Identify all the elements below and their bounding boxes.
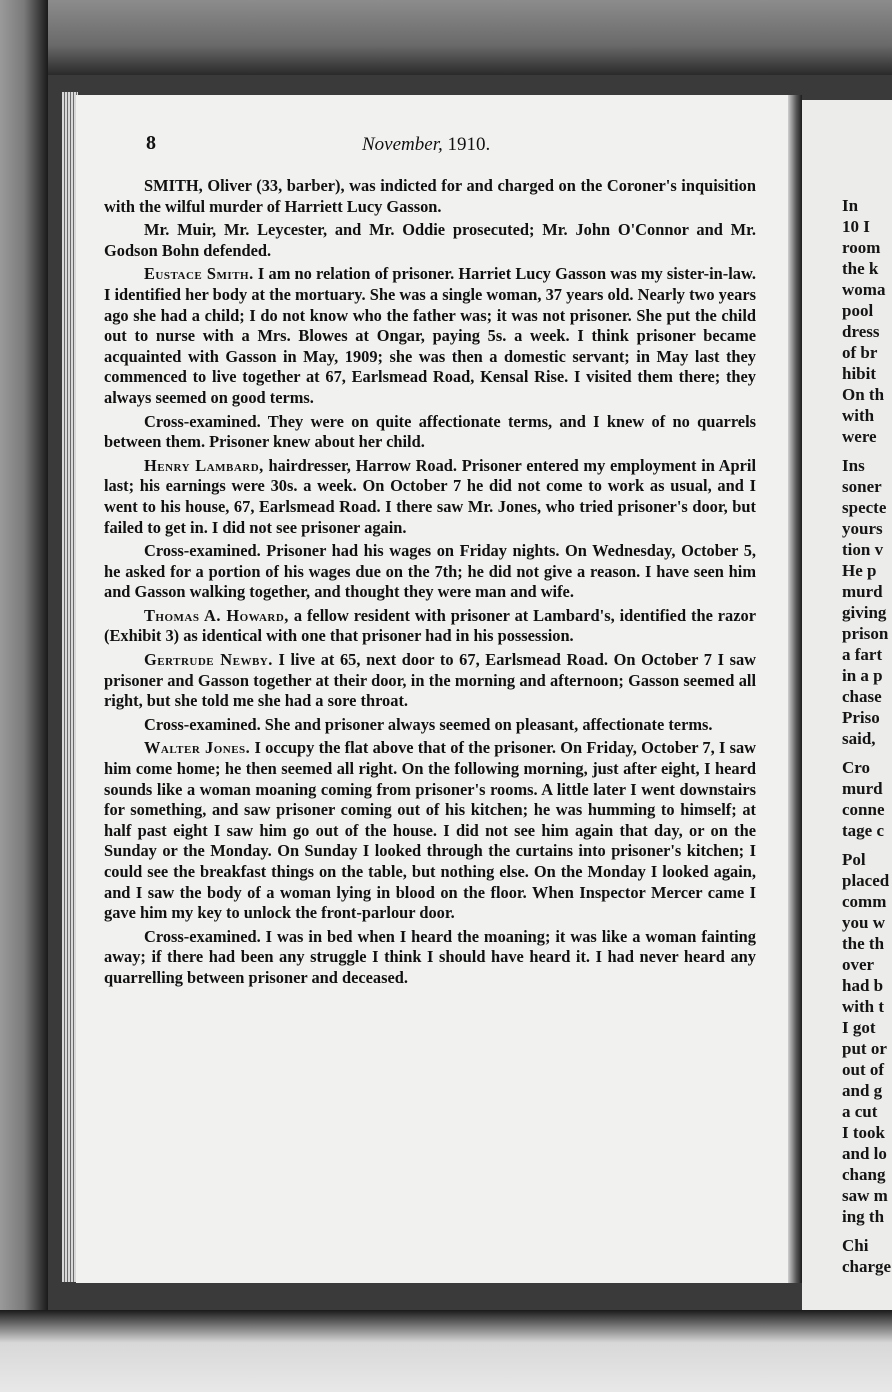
page-number: 8 [146, 132, 156, 154]
facing-page-text: the k [842, 259, 879, 278]
paragraph-text: Mr. Muir, Mr. Leycester, and Mr. Oddie prosecuted; Mr. John O'Connor and Mr. Godson Bohn defended. [104, 220, 756, 260]
paragraph [104, 715, 756, 736]
facing-page-text: Ins [842, 456, 865, 475]
facing-page-text: you w [842, 913, 885, 932]
facing-page-text: murd [842, 779, 883, 798]
facing-page-text: Cro [842, 758, 871, 777]
facing-page-text: In [842, 196, 859, 215]
paragraph-text: I occupy the flat above that of the prisoner. On Friday, October 7, I saw him come home; he then seemed all right. On the following morning, just after eight, I heard sounds like a woman moaning coming from prisoner's rooms. A little later I went downstairs for something, and saw prisoner coming out of his kitchen; he was humming to himself; at half past eight I saw him go out of the house. I did not see him again that day, or on the Sunday or the Monday. On Sunday I looked through the curtains into prisoner's kitchen; I could see the breakfast things on the table, but nothing else. On the Monday I looked again, and I saw the body of a woman lying in blood on the floor. When Inspector Mercer came I gave him my key to unlock the front-parlour door. [104, 738, 756, 923]
facing-page-fragment [802, 100, 892, 1310]
paragraph [104, 606, 756, 647]
facing-page-text: Chi [842, 1236, 869, 1255]
facing-page-text: saw m [842, 1186, 888, 1205]
facing-page-text: with [842, 406, 875, 425]
scan-background-left [0, 0, 48, 1392]
paragraph-text: Cross-examined. She and prisoner always seemed on pleasant, affectionate terms. [144, 714, 713, 734]
facing-page-text: tage c [842, 821, 885, 840]
facing-page-text: He p [842, 561, 877, 580]
facing-page-text: ing th [842, 1207, 885, 1226]
facing-page-text: put or [842, 1039, 887, 1058]
facing-page-text: dress [842, 322, 880, 341]
scan-background-bottom [0, 1310, 892, 1392]
paragraph [104, 220, 756, 261]
facing-page-text: tion v [842, 540, 884, 559]
paragraph-text: I am no relation of prisoner. Harriet Lucy Gasson was my sister-in-law. I identified her body at the mortuary. She was a single woman, 37 years old. Nearly two years ago she had a child; I do not know who the father was; it was not prisoner. She put the child out to nurse with a Mrs. Blowes at Ongar, paying 5s. a week. I think prisoner became acquainted with Gasson in May, 1909; she was then a domestic servant; in May last they commenced to live together at 67, Earlsmead Road, Kensal Rise. I visited them there; they always seemed on good terms. [104, 264, 756, 407]
paragraph [104, 176, 756, 217]
facing-page-text: specte [842, 498, 887, 517]
witness-name: Walter Jones. [144, 738, 251, 758]
witness-name: Thomas A. Howard, [144, 605, 289, 625]
trial-transcript [104, 176, 756, 1246]
paragraph-text: Cross-examined. Prisoner had his wages on Friday nights. On Wednesday, October 5, he asked for a portion of his wages due on the 7th; he did not give a reason. I have seen him and Gasson walking together, and thought they were man and wife. [104, 541, 756, 602]
paragraph-text: I live at 65, next door to 67, Earlsmead Road. On October 7 I saw prisoner and Gasson together at their door, in the morning and afternoon; Gasson seemed all right, but she told me she had a sore throat. [104, 650, 756, 711]
facing-page-text: comm [842, 892, 887, 911]
facing-page-text: had b [842, 976, 884, 995]
facing-page-text: said, [842, 729, 876, 748]
facing-page-text: of br [842, 343, 878, 362]
facing-page-text: and g [842, 1081, 883, 1100]
paragraph [104, 456, 756, 538]
paragraph-text: Cross-examined. I was in bed when I heard the moaning; it was like a woman fainting away; if there had been any struggle I think I should have heard it. I had never heard any quarrelling between prisoner and deceased. [104, 926, 756, 987]
page-header [146, 132, 706, 164]
witness-name: Eustace Smith. [144, 264, 254, 284]
facing-page-text: conne [842, 800, 885, 819]
facing-page-text: chase [842, 687, 882, 706]
facing-page-text: hibit [842, 364, 877, 383]
paragraph [104, 738, 756, 923]
facing-page-text: charge [842, 1257, 892, 1276]
facing-page-text: soner [842, 477, 882, 496]
paragraph [104, 650, 756, 712]
facing-page-text: giving [842, 603, 887, 622]
running-head-month: November, [362, 134, 443, 155]
paragraph [104, 541, 756, 603]
facing-page-text: murd [842, 582, 883, 601]
facing-page-text: placed [842, 871, 890, 890]
paragraph [104, 927, 756, 989]
facing-page-text: woma [842, 280, 886, 299]
facing-page-text: and lo [842, 1144, 887, 1163]
facing-page-text: over [842, 955, 875, 974]
scan-background-top [0, 0, 892, 75]
running-head [362, 134, 490, 156]
paragraph [104, 412, 756, 453]
facing-page-text: out of [842, 1060, 885, 1079]
facing-page-text: the th [842, 934, 885, 953]
facing-page-text: I took [842, 1123, 885, 1142]
facing-page-text: I got [842, 1018, 876, 1037]
facing-page-text: prison [842, 624, 889, 643]
facing-page-text: On th [842, 385, 885, 404]
facing-page-text: room [842, 238, 881, 257]
paragraph-text: a fellow resident with prisoner at Lambard's, identified the razor (Exhibit 3) as identical with one that prisoner had in his possession. [104, 605, 756, 646]
facing-page-text: in a p [842, 666, 883, 685]
facing-page-text: a cut [842, 1102, 878, 1121]
facing-page-text: with t [842, 997, 885, 1016]
book-gutter [788, 95, 802, 1283]
facing-page-text: a fart [842, 645, 883, 664]
witness-name: Henry Lambard, [144, 455, 264, 475]
paragraph-text: hairdresser, Harrow Road. Prisoner entered my employment in April last; his earnings were 30s. a week. On October 7 he did not come to work as usual, and I went to his house, 67, Earlsmead Road. I there saw Mr. Jones, who tried prisoner's door, but failed to get in. I did not see prisoner again. [104, 455, 756, 537]
witness-name: Gertrude Newby. [144, 650, 273, 670]
facing-page-text: Pol [842, 850, 866, 869]
facing-page-text: 10 I [842, 217, 870, 236]
facing-page-text: were [842, 427, 877, 446]
facing-page-text: yours [842, 519, 883, 538]
paragraph-text: SMITH, Oliver (33, barber), was indicted for and charged on the Coroner's inquisition with the wilful murder of Harriett Lucy Gasson. [104, 176, 756, 216]
facing-page-text: Priso [842, 708, 880, 727]
paragraph-text: Cross-examined. They were on quite affectionate terms, and I knew of no quarrels between them. Prisoner knew about her child. [104, 411, 756, 452]
facing-page-text: chang [842, 1165, 886, 1184]
running-head-year: 1910. [447, 134, 491, 155]
facing-page-text: pool [842, 301, 874, 320]
paragraph [104, 264, 756, 408]
